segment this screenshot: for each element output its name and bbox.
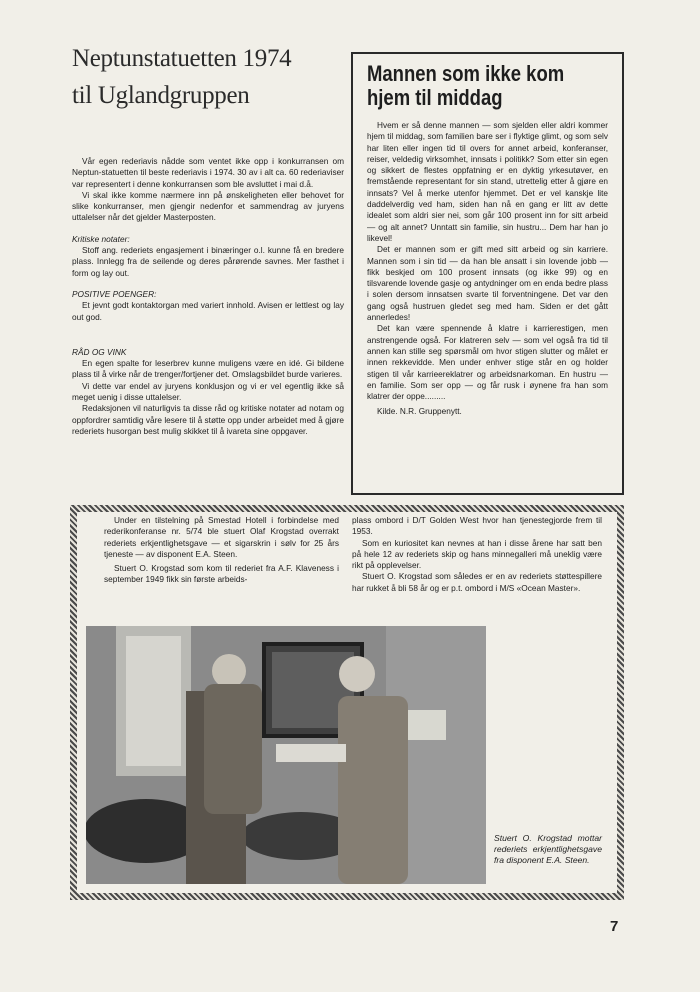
rad-paragraph-1: En egen spalte for leserbrev kunne muligens være en idé. Gi bildene plass til å virke når de trenger/fortjener det. Omslagsbildet burde varieres.	[72, 358, 344, 380]
right-title-line2: hjem til middag	[367, 85, 503, 110]
right-paragraph-3: Det kan være spennende å klatre i karrierestigen, men anstrengende også. For klatreren selv — som vel også fra tid til annen kan stille seg spørsmål om hvor stigen slutter og målet er innen rekkevidde. Men under enhver stige står en og holder stigen til vår karrieereklatrer og arbeidsnarkoman. En hustru — en familie. Som ser opp — og får rusk i øynene fra han som klatrer der oppe.........	[367, 324, 608, 402]
left-intro-paragraph-1: Vår egen rederiavis nådde som ventet ikke opp i konkurransen om Neptun-statuetten til beste rederiavis i 1974. 30 av i alt ca. 60 rederiaviser var representert i denne konkurransen som ble avsluttet i mai d.å.	[72, 156, 344, 189]
bottom-col1-paragraph-2: Stuert O. Krogstad som kom til rederiet fra A.F. Klaveness i september 1949 fikk sin første arbeids-	[104, 563, 339, 585]
award-photo-illustration	[86, 626, 486, 884]
right-title-line1: Mannen som ikke kom	[367, 61, 565, 86]
right-paragraph-2: Det er mannen som er gift med sitt arbeid og sin karriere. Mannen som i sin tid — da han ble ansatt i sin lovende jobb — fikk beskjed om 100 prosent innsats (og ikke 99) og en tilsvarende lovende gasje og antydninger om en enda bedre plass i solen dersom innsatsen svarte til forventningene. Det var den gang også hustruen gledet seg med ham. Siden er det gått annerledes!	[367, 245, 608, 323]
bottom-col2-paragraph-3: Stuert O. Krogstad som således er en av rederiets støttespillere har rukket å bli 58 år og er p.t. ombord i M/S «Ocean Master».	[352, 571, 602, 593]
photo-caption: Stuert O. Krogstad mottar rederiets erkjentlighetsgave fra disponent E.A. Steen.	[494, 833, 602, 865]
positive-heading: POSITIVE POENGER:	[72, 288, 157, 299]
rad-heading: RÅD OG VINK	[72, 346, 127, 357]
bottom-article-column-2	[352, 515, 602, 594]
right-article-title	[367, 62, 569, 110]
page-number: 7	[610, 918, 619, 935]
right-article-box	[351, 52, 624, 495]
right-paragraph-1: Hvem er så denne mannen — som sjelden eller aldri kommer hjem til middag, som familien bare ser i flyktige glimt, og som selv har liten eller ingen tid til overs for annet arbeid, konferanser, reiser, veldedig virksomhet, innsats i politikk? Som etter sin egen og sikkert de flestes oppfatning er en dyktig yrkesutøver, en fremstående representant for sin stand, utrettelig etter å gjøre en innsats? Vel å merke utenfor hjemmet. Det er vel kanskje lite daddelverdig ved ham, siden han nå en gang er litt av dette idealet som aldri sier nei, som går 100 prosent inn for sitt arbeid — og alt annet? Unntatt sin familie, sin hustru... Dem har han jo likevel!	[367, 121, 608, 243]
award-photo	[86, 626, 486, 884]
bottom-col1-paragraph-1: Under en tilstelning på Smestad Hotell i forbindelse med rederikonferanse nr. 5/74 ble stuert Olaf Krogstad overrakt rederiets erkjentlighetsgave — et sigarskrin i sølv for 25 års tjeneste — av disponent E.A. Steen.	[104, 515, 339, 559]
bottom-col2-paragraph-2: Som en kuriositet kan nevnes at han i disse årene har satt ben på hele 12 av rederiets skip og hans minnegalleri må uneklig være rikt på opplevelser.	[352, 537, 602, 571]
right-article-source: Kilde. N.R. Gruppenytt.	[377, 407, 462, 417]
rad-paragraph-3: Redaksjonen vil naturligvis ta disse råd og kritiske notater ad notam og oppfordrer samtidig våre lesere til å støtte opp under arbeidet med å gjøre rederiets husorgan best mulig skikket til å ivareta sine oppgaver.	[72, 403, 344, 436]
left-title-line2: til Uglandgruppen	[72, 82, 250, 109]
rad-paragraph-2: Vi dette var endel av juryens konklusjon og vi er vel egentlig ikke så meget uenig i disse uttalelser.	[72, 380, 344, 403]
left-article	[72, 40, 344, 437]
left-intro-paragraph-2: Vi skal ikke komme nærmere inn på ønskeligheten eller behovet for slike konkurranser, men gjengir nedenfor et sammendrag av juryens uttalelser når det gjelder Masterposten.	[72, 189, 344, 223]
positive-paragraph: Et jevnt godt kontaktorgan med variert innhold. Avisen er lettlest og lay out god.	[72, 300, 344, 322]
bottom-article-column-1	[104, 515, 339, 586]
left-article-title	[72, 40, 344, 114]
bottom-col2-paragraph-1: plass ombord i D/T Golden West hvor han tjenestegjorde frem til 1953.	[352, 515, 602, 537]
kritiske-paragraph: Stoff ang. rederiets engasjement i binæringer o.l. kunne få en bredere plass. Innlegg fra de seilende og deres pårørende savnes. Mer fasthet i form og lay out.	[72, 245, 344, 278]
kritiske-heading: Kritiske notater:	[72, 233, 130, 244]
left-title-line1: Neptunstatuetten 1974	[72, 45, 292, 72]
